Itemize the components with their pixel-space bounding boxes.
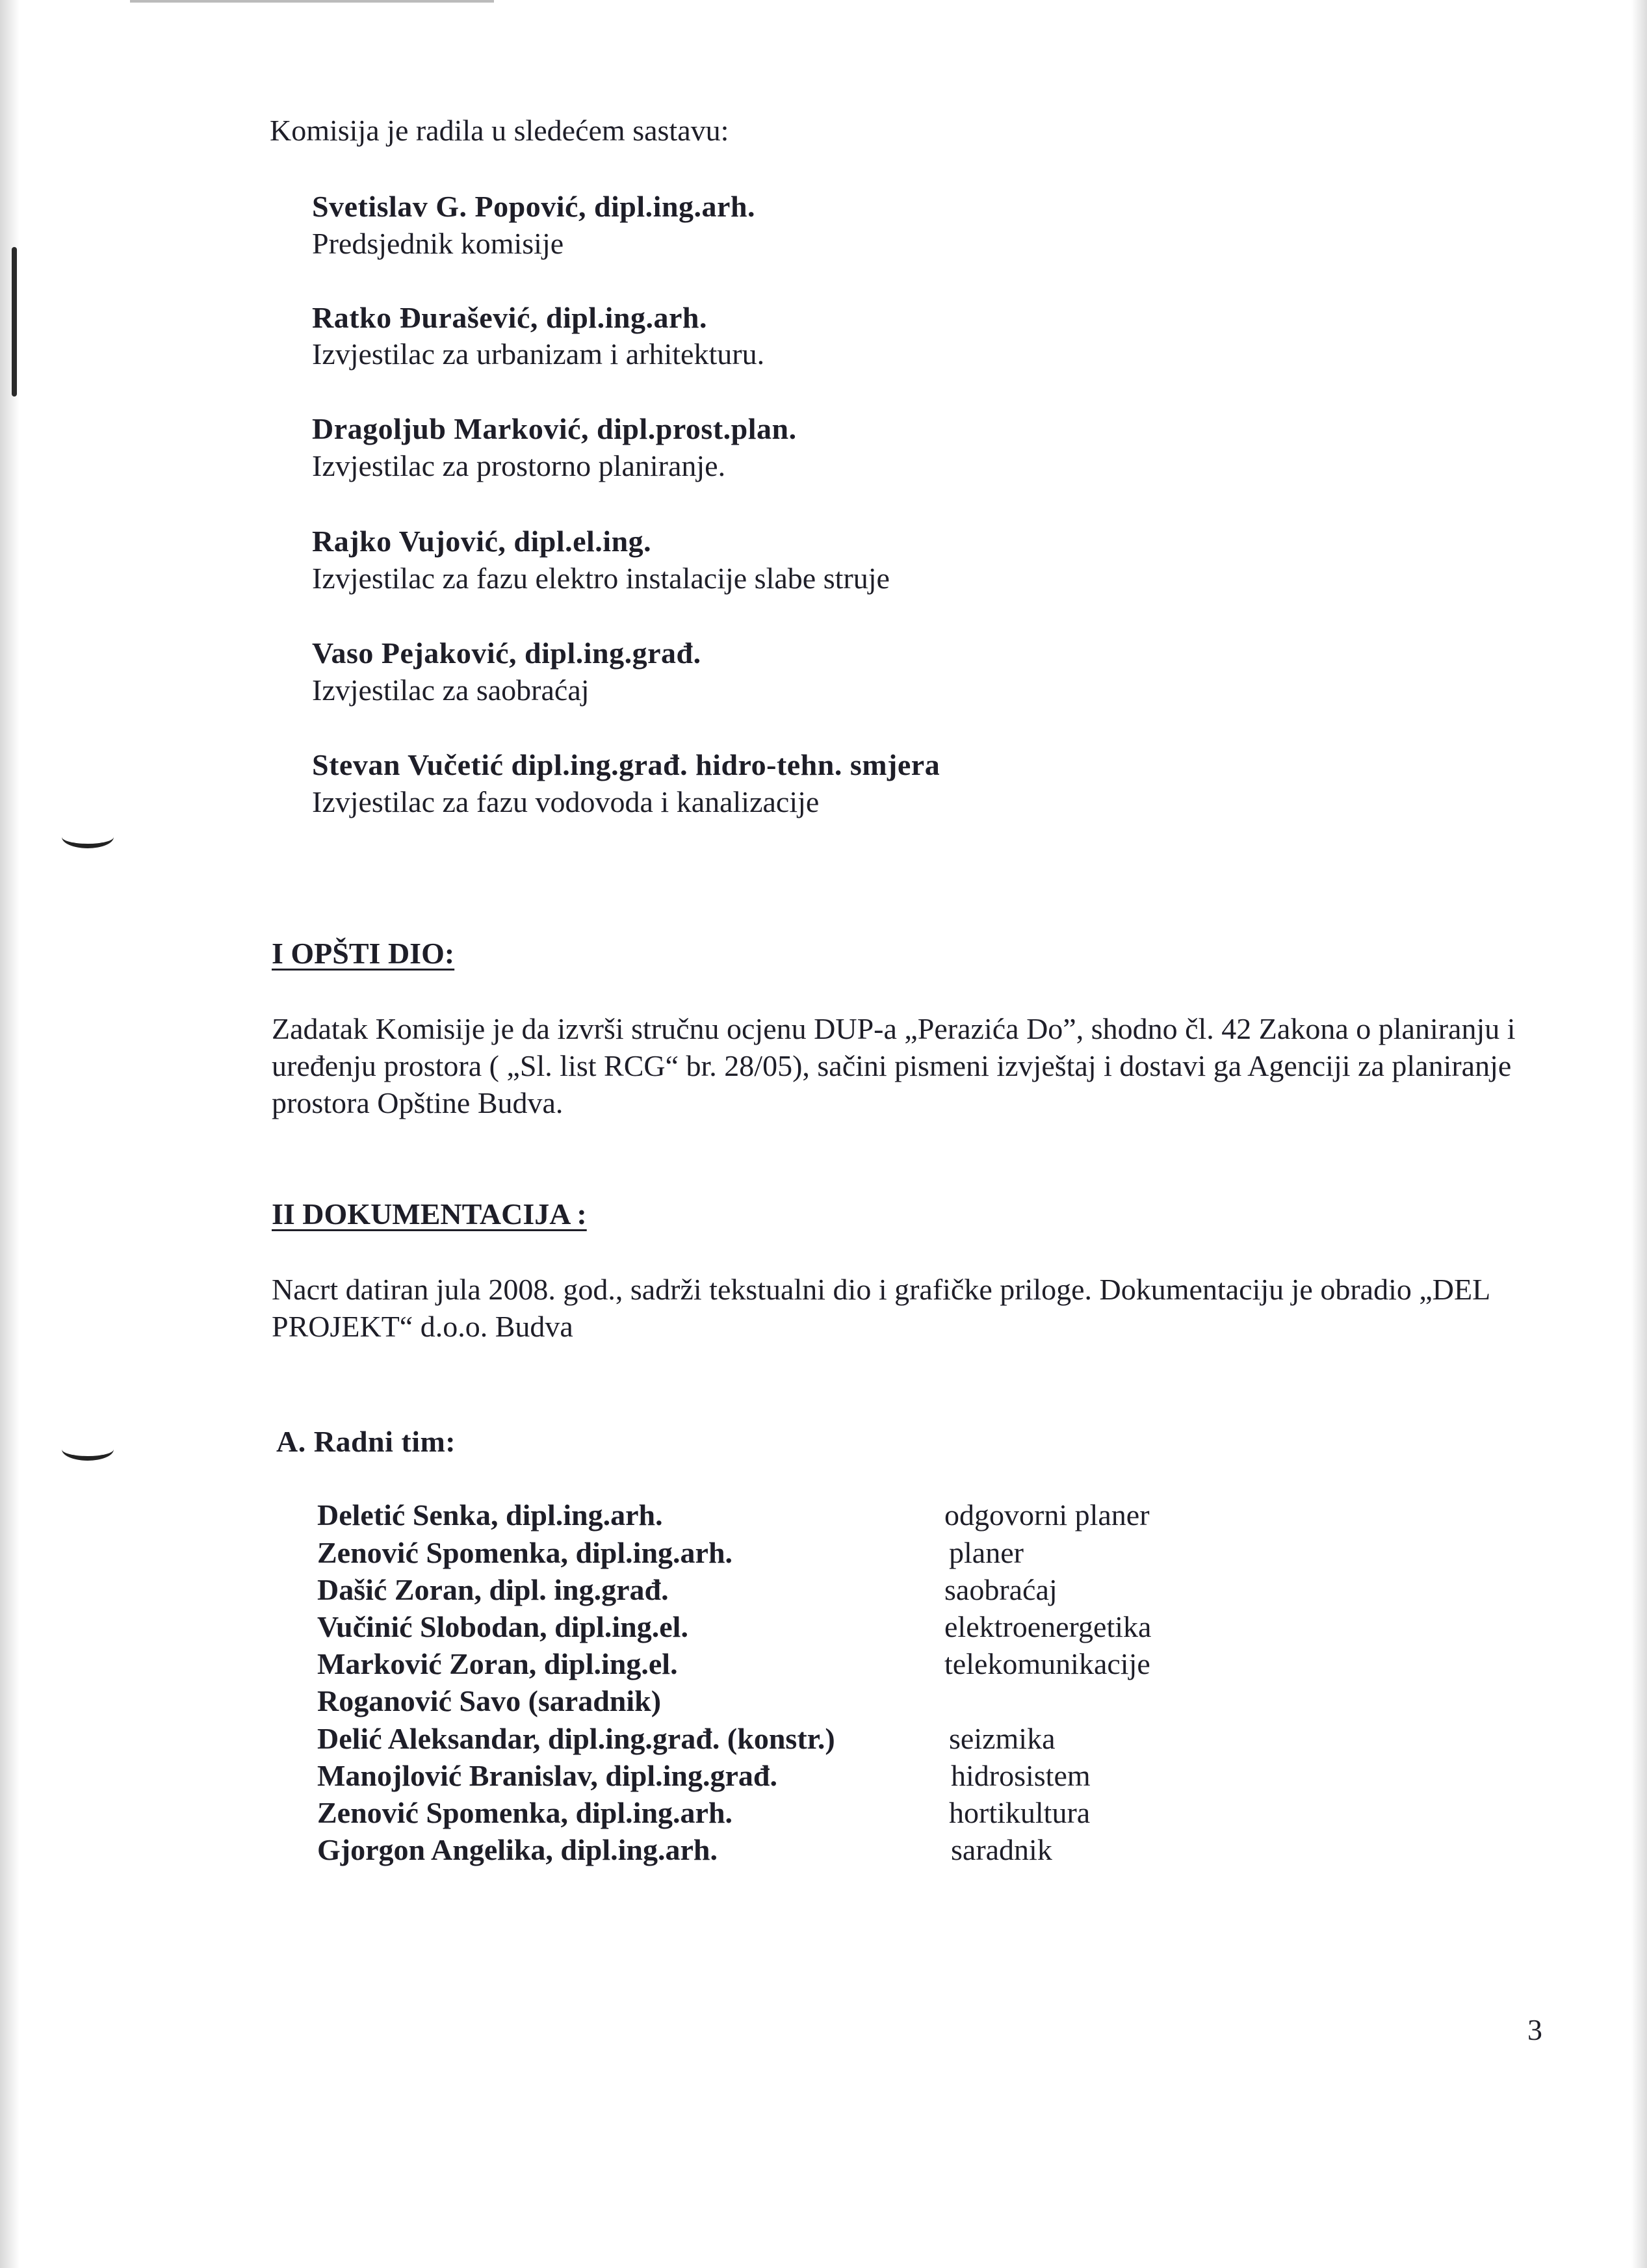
- team-member-name: Zenović Spomenka, dipl.ing.arh.: [317, 1796, 733, 1829]
- team-member-role: planer: [949, 1536, 1024, 1569]
- scan-top-line: [130, 0, 494, 3]
- member-role: Izvjestilac za fazu vodovoda i kanalizacije: [312, 785, 820, 818]
- member-role: Izvjestilac za urbanizam i arhitekturu.: [312, 337, 765, 371]
- team-member-name: Manojlović Branislav, dipl.ing.građ.: [317, 1759, 777, 1792]
- team-member-role: elektroenergetika: [944, 1610, 1152, 1643]
- team-member-name: Zenović Spomenka, dipl.ing.arh.: [317, 1536, 733, 1569]
- scan-shadow-right: [1631, 0, 1647, 2268]
- team-member-role: telekomunikacije: [944, 1647, 1150, 1680]
- member-name: Stevan Vučetić dipl.ing.građ. hidro-tehn. smjera: [312, 748, 940, 781]
- page-number: 3: [1527, 2013, 1542, 2046]
- team-member-name: Vučinić Slobodan, dipl.ing.el.: [317, 1610, 688, 1643]
- member-role: Izvjestilac za prostorno planiranje.: [312, 449, 726, 482]
- section-body: Nacrt datiran jula 2008. god., sadrži tekstualni dio i grafičke priloge. Dokumentaciju je obradio „DEL PROJEKT“ d.o.o. Budva: [272, 1273, 1490, 1343]
- section-heading: I OPŠTI DIO:: [272, 937, 455, 970]
- team-member-name: Dašić Zoran, dipl. ing.građ.: [317, 1573, 669, 1606]
- member-role: Izvjestilac za saobraćaj: [312, 673, 590, 707]
- member-role: Predsjednik komisije: [312, 227, 564, 260]
- punch-hole-mark: [62, 1438, 114, 1461]
- intro-text: Komisija je radila u sledećem sastavu:: [270, 114, 729, 147]
- team-member-role: hidrosistem: [951, 1759, 1091, 1792]
- binder-mark: [12, 247, 17, 397]
- member-name: Rajko Vujović, dipl.el.ing.: [312, 525, 652, 558]
- member-name: Vaso Pejaković, dipl.ing.građ.: [312, 636, 701, 670]
- team-member-role: odgovorni planer: [944, 1498, 1150, 1532]
- team-heading: A. Radni tim:: [276, 1425, 456, 1458]
- team-member-role: hortikultura: [949, 1796, 1091, 1829]
- team-member-role: saradnik: [951, 1833, 1052, 1866]
- team-member-name: Gjorgon Angelika, dipl.ing.arh.: [317, 1833, 718, 1866]
- member-role: Izvjestilac za fazu elektro instalacije slabe struje: [312, 562, 890, 595]
- team-member-name: Deletić Senka, dipl.ing.arh.: [317, 1498, 663, 1532]
- section-heading: II DOKUMENTACIJA :: [272, 1197, 587, 1231]
- section-body: Zadatak Komisije je da izvrši stručnu ocjenu DUP-a „Perazića Do”, shodno čl. 42 Zakona o planiranju i uređenju prostora ( „Sl. list RCG“ br. 28/05), sačini pismeni izvještaj i dostavi ga Agenciji za planiranje prostora Opštine Budva.: [272, 1012, 1516, 1119]
- team-member-name: Roganović Savo (saradnik): [317, 1684, 662, 1717]
- member-name: Ratko Đurašević, dipl.ing.arh.: [312, 301, 707, 334]
- team-member-role: seizmika: [949, 1722, 1056, 1755]
- team-member-role: saobraćaj: [944, 1573, 1057, 1606]
- team-member-name: Marković Zoran, dipl.ing.el.: [317, 1647, 678, 1680]
- punch-hole-mark: [62, 826, 114, 848]
- team-member-name: Delić Aleksandar, dipl.ing.građ. (konstr.): [317, 1722, 835, 1755]
- member-name: Dragoljub Marković, dipl.prost.plan.: [312, 412, 797, 445]
- member-name: Svetislav G. Popović, dipl.ing.arh.: [312, 190, 756, 223]
